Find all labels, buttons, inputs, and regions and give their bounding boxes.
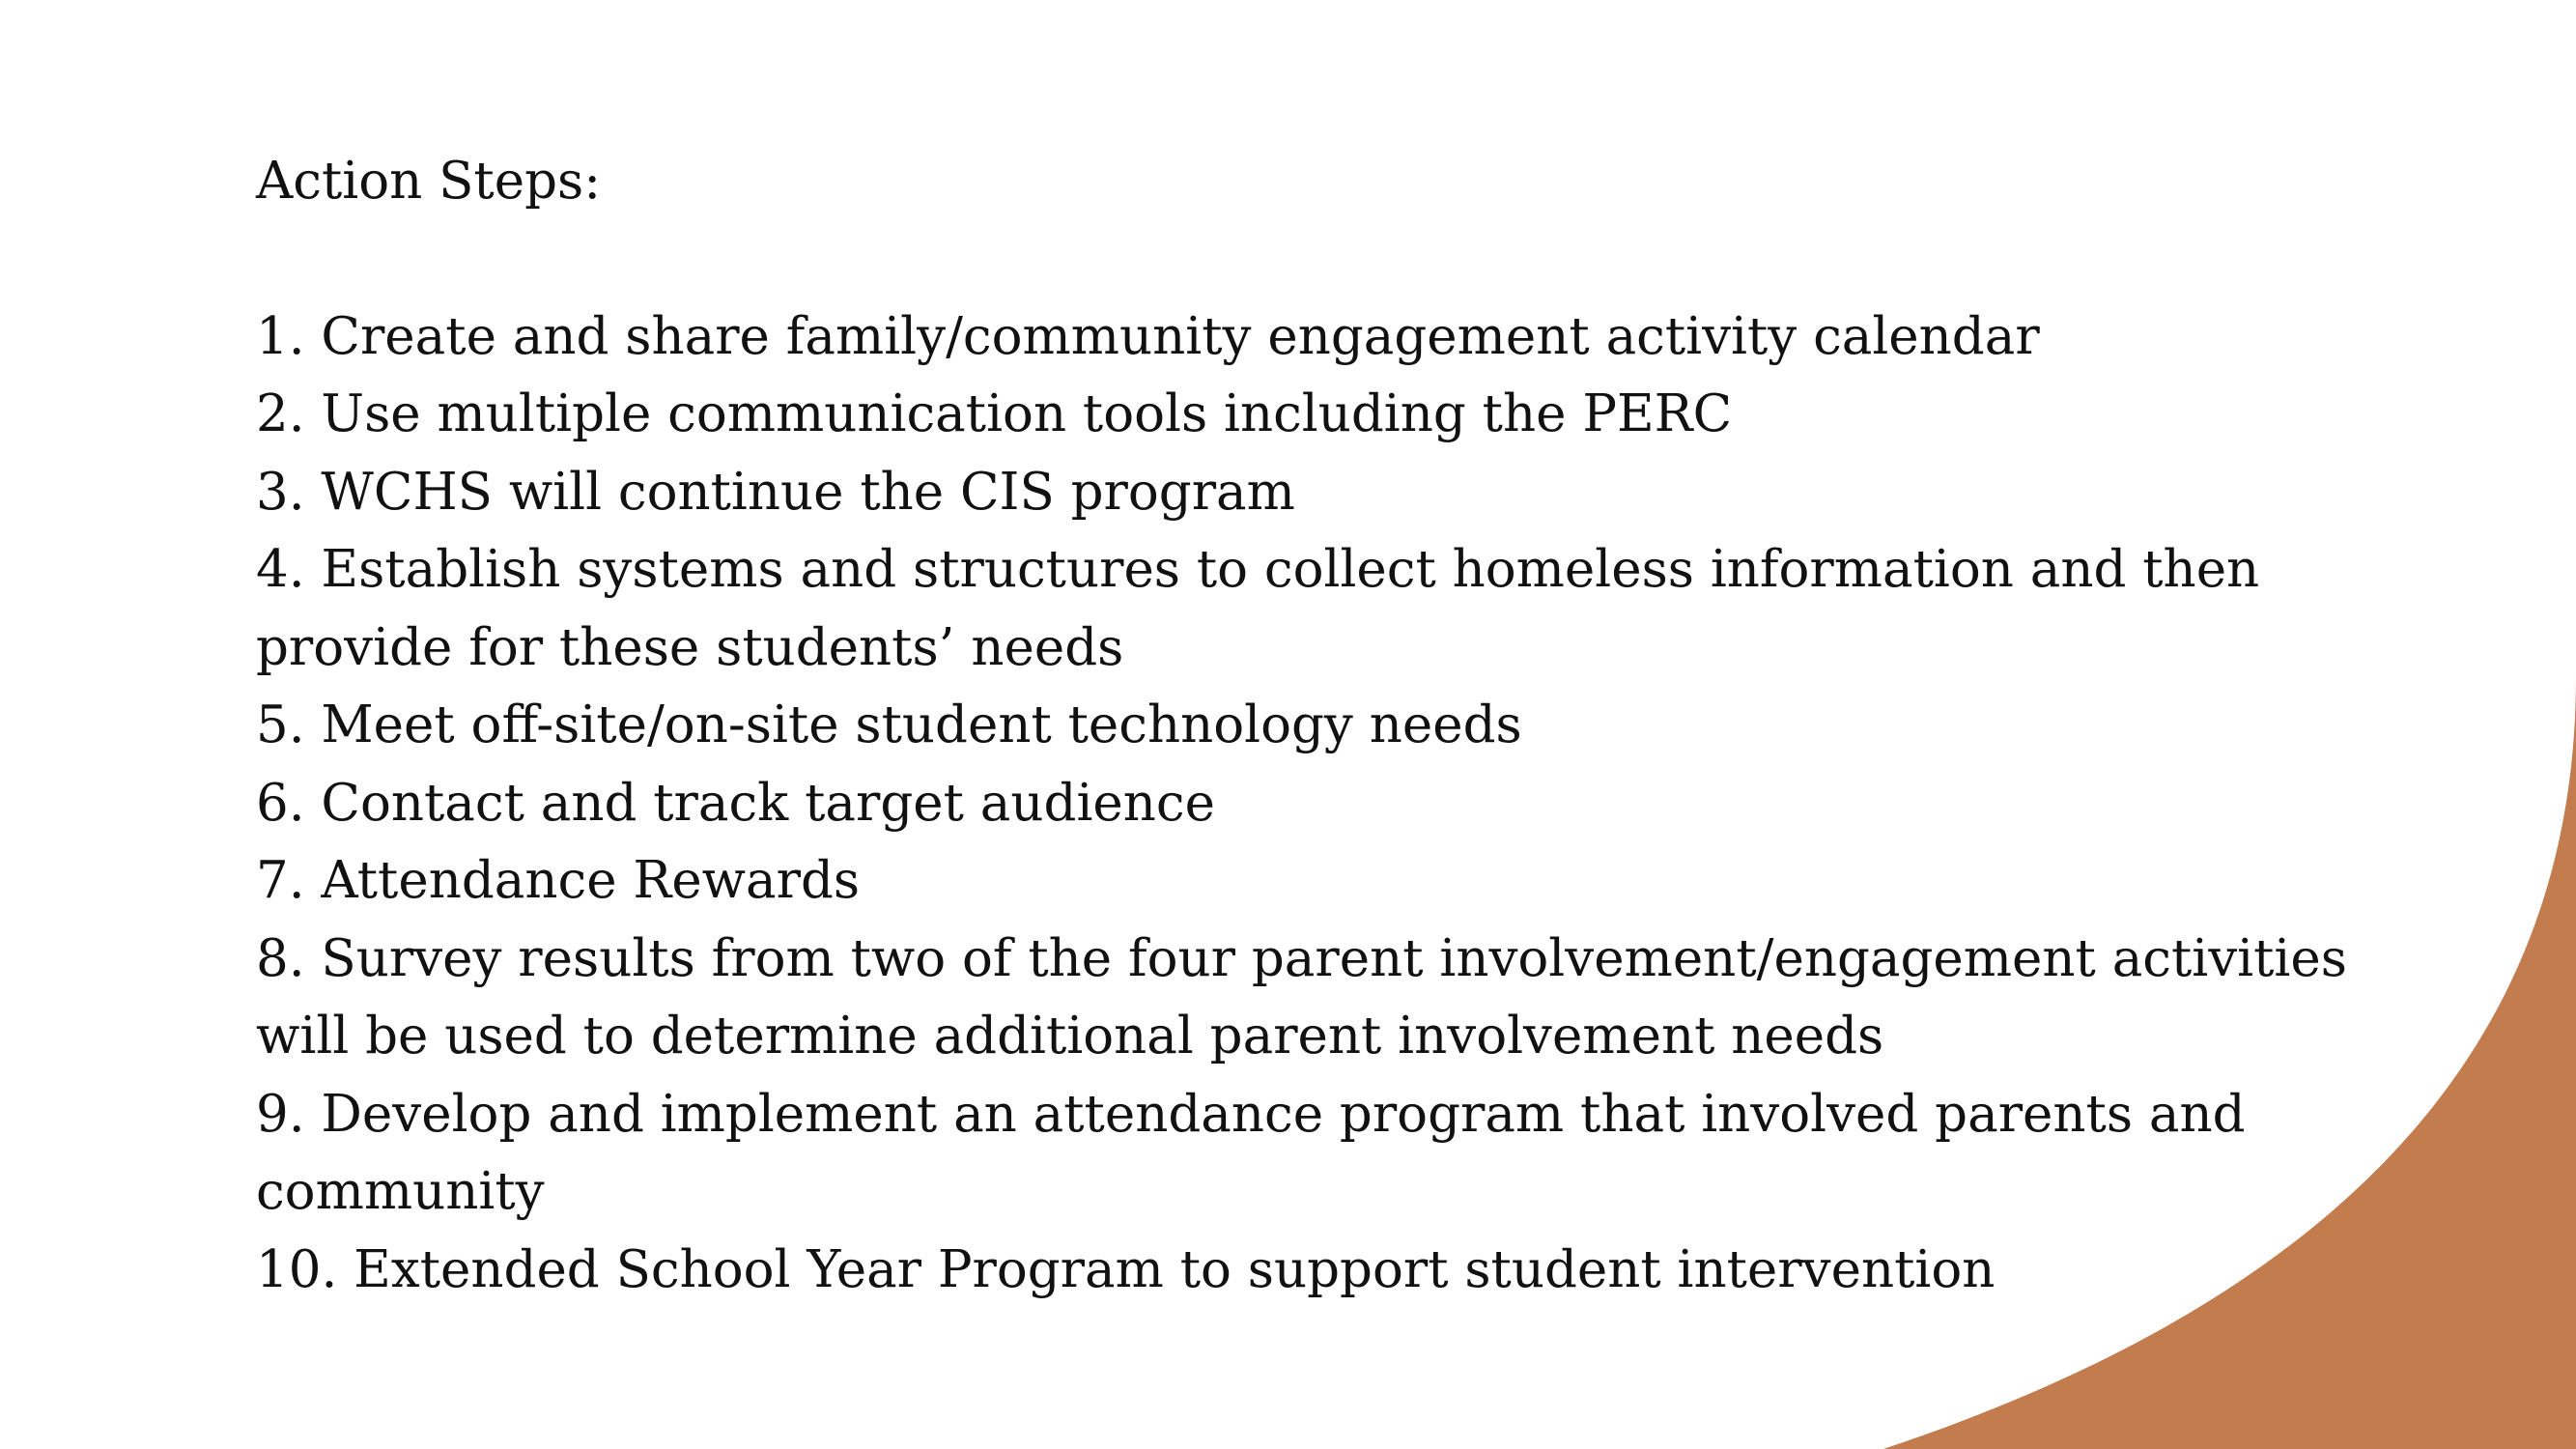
list-item: 1. Create and share family/community engagement activity calendar — [256, 306, 2040, 366]
list-item: 5. Meet off-site/on-site student technology needs — [256, 696, 1522, 754]
action-steps-list — [256, 298, 2381, 1310]
page-title: Action Steps: — [256, 152, 602, 211]
list-item: 8. Survey results from two of the four parent involvement/engagement activities will be used to determine additional parent involvement needs — [256, 928, 2347, 1065]
list-item: 6. Contact and track target audience — [256, 773, 1215, 833]
list-item: 4. Establish systems and structures to collect homeless information and then provide for these students’ needs — [256, 540, 2260, 677]
list-item: 7. Attendance Rewards — [256, 851, 861, 910]
list-item: 10. Extended School Year Program to support student intervention — [256, 1239, 1996, 1299]
list-item: 9. Develop and implement an attendance program that involved parents and community — [256, 1084, 2246, 1221]
list-item: 3. WCHS will continue the CIS program — [256, 462, 1295, 522]
list-item: 2. Use multiple communication tools including the PERC — [256, 384, 1733, 443]
slide-content — [256, 143, 2381, 1309]
